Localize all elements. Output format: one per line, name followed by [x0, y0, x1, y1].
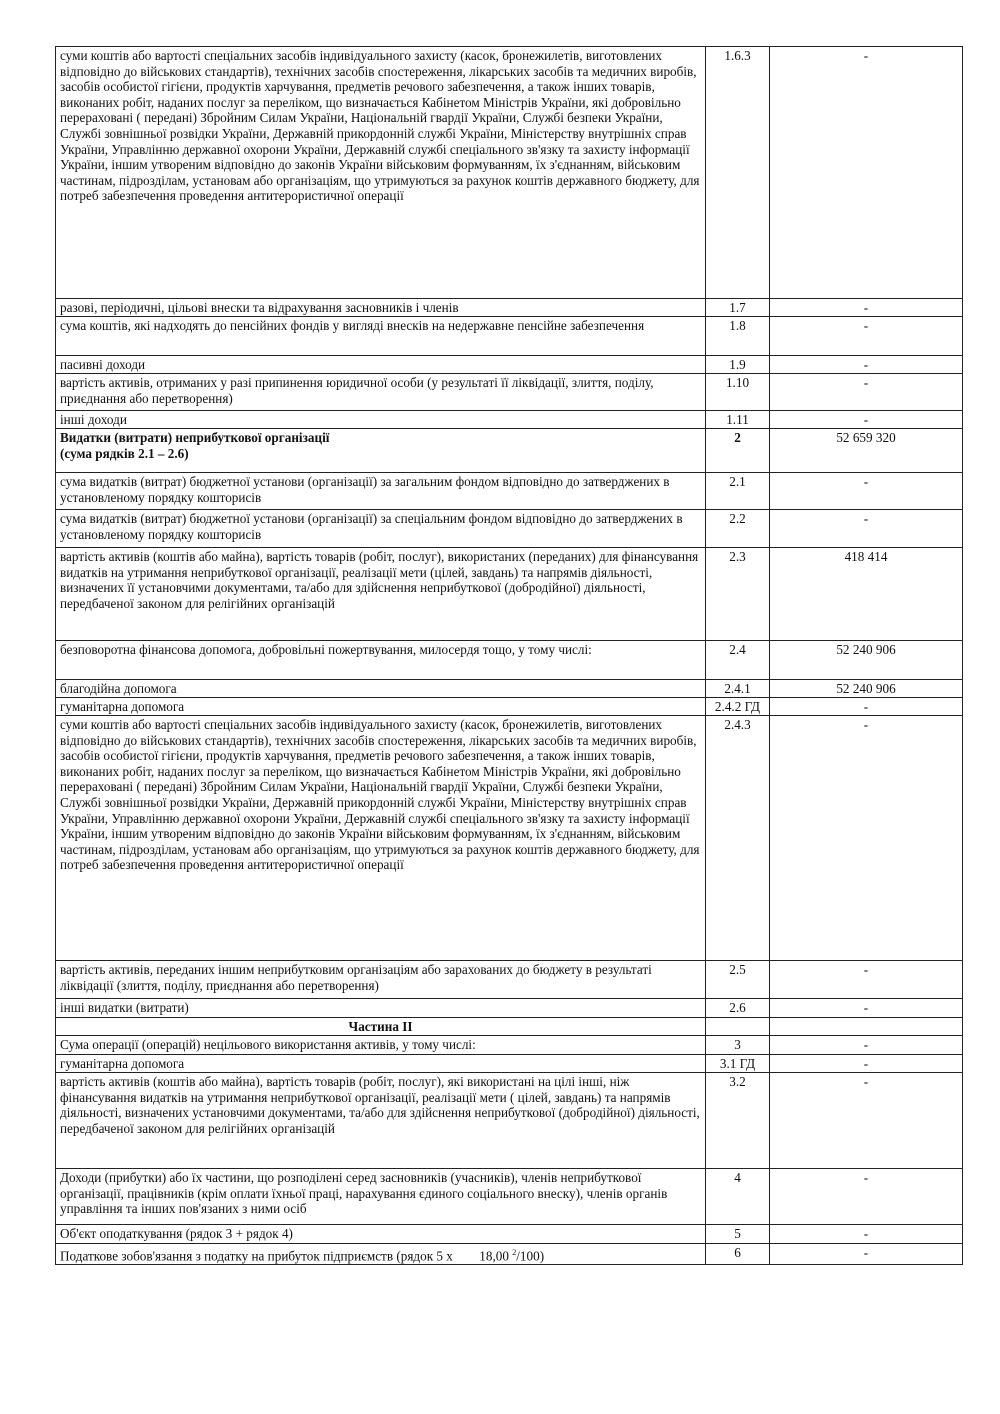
row-value: - [770, 47, 963, 299]
row-label: вартість активів (коштів або майна), вартість товарів (робіт, послуг), використаних (переданих) для фінансування видатків на утримання неприбуткової організації, реалізації мети (цілей, завдань) та напрямів діяльності, визначених її установчими документами, та/або для здійснення неприбуткової (добродійної) діяльності, передбаченої законом для релігійних організацій [56, 548, 706, 641]
row-label: вартість активів (коштів або майна), вартість товарів (робіт, послуг), які використані на цілі інші, ніж фінансування видатків на утримання неприбуткової організації, реалізації мети ( цілей, завдань) та напрямів діяльності, визначених установчими документами, та/або для здійснення неприбуткової (добродійної) діяльності, передбаченої законом для релігійних організацій [56, 1073, 706, 1169]
row-label: суми коштів або вартості спеціальних засобів індивідуального захисту (касок, бронежилетів, виготовлених відповідно до військових стандартів), технічних засобів спостереження, лікарських засобів та медичних виробів, засобів особистої гігієни, продуктів харчування, предметів речового забезпечення, а також інших товарів, виконаних робіт, наданих послуг за переліком, що визначається Кабінетом Міністрів України, які добровільно перераховані ( передані) Збройним Силам України, Національній гвардії України, Службі безпеки України, Службі зовнішньої розвідки України, Державній прикордонній службі України, Міністерству внутрішніх справ України, Управлінню державної охорони України, Державній службі спеціального зв'язку та захисту інформації України, іншим утвореним відповідно до законів України військовим формуванням, їх з'єднанням, військовим частинам, підрозділам, установам або організаціям, що утримуються за рахунок коштів державного бюджету, для потреб забезпечення проведення антитерористичної операції [56, 716, 706, 961]
row-label: сума видатків (витрат) бюджетної установи (організації) за загальним фондом відповідно до затверджених в установленому порядку кошторисів [56, 473, 706, 510]
row-code: 1.10 [706, 374, 770, 411]
table-row [56, 510, 963, 548]
tax-rate: 18,00 [479, 1248, 509, 1264]
table-row [56, 961, 963, 999]
row-value: - [770, 1244, 963, 1265]
table-row [56, 1225, 963, 1244]
row-code: 1.8 [706, 317, 770, 356]
row-label: вартість активів, отриманих у разі припинення юридичної особи (у результаті її ліквідації, злиття, поділу, приєднання або перетворення) [56, 374, 706, 411]
row-label: Сума операції (операцій) нецільового використання активів, у тому числі: [56, 1036, 706, 1055]
row-label: вартість активів, переданих іншим неприбутковим організаціям або зарахованих до бюджету в результаті ліквідації (злиття, поділу, приєднання або перетворення) [56, 961, 706, 999]
row-value: - [770, 473, 963, 510]
row-value: - [770, 1036, 963, 1055]
row-code: 6 [706, 1244, 770, 1265]
row-value: 52 240 906 [770, 680, 963, 698]
empty-cell [770, 1018, 963, 1036]
table-row [56, 1073, 963, 1169]
row-value: - [770, 1169, 963, 1225]
row-code: 2.3 [706, 548, 770, 641]
table-row [56, 1036, 963, 1055]
section-title: Видатки (витрати) неприбуткової організації [60, 430, 330, 445]
row-label: благодійна допомога [56, 680, 706, 698]
row-value: - [770, 356, 963, 374]
row-value: - [770, 1073, 963, 1169]
row-code: 2.1 [706, 473, 770, 510]
table-row [56, 374, 963, 411]
table-row [56, 47, 963, 299]
tax-rate-divisor: /100) [516, 1248, 545, 1264]
row-code: 1.6.3 [706, 47, 770, 299]
section-formula: (сума рядків 2.1 – 2.6) [60, 445, 189, 461]
row-label: Доходи (прибутки) або їх частини, що розподілені серед засновників (учасників), членів неприбуткової організації, працівників (крім оплати їхньої праці, нарахування єдиного соціального внеску), членів органів управління та інших пов'язаних з ними осіб [56, 1169, 706, 1225]
table-row [56, 317, 963, 356]
row-value: 52 240 906 [770, 641, 963, 680]
row-code: 2.4 [706, 641, 770, 680]
table-row [56, 1055, 963, 1073]
table-row [56, 473, 963, 510]
row-value: - [770, 510, 963, 548]
row-code: 1.9 [706, 356, 770, 374]
row-value: - [770, 961, 963, 999]
tax-label: Податкове зобов'язання з податку на прибуток підприємств (рядок 5 х [60, 1248, 453, 1264]
row-label: безповоротна фінансова допомога, добровільні пожертвування, милосердя тощо, у тому числі: [56, 641, 706, 680]
row-code: 2 [706, 429, 770, 473]
table-row [56, 429, 963, 473]
tax-rate-footnote: 2 [512, 1248, 517, 1257]
row-label: інші видатки (витрати) [56, 999, 706, 1018]
row-code: 3.2 [706, 1073, 770, 1169]
row-code: 2.4.3 [706, 716, 770, 961]
row-label: пасивні доходи [56, 356, 706, 374]
table-row [56, 356, 963, 374]
row-value: - [770, 1055, 963, 1073]
row-label: сума коштів, які надходять до пенсійних фондів у вигляді внесків на недержавне пенсійне забезпечення [56, 317, 706, 356]
declaration-table [55, 46, 963, 1265]
table-row [56, 1244, 963, 1265]
row-code: 2.2 [706, 510, 770, 548]
table-row [56, 999, 963, 1018]
row-label: разові, періодичні, цільові внески та відрахування засновників і членів [56, 299, 706, 317]
part-title: Частина II [56, 1018, 706, 1036]
row-value: - [770, 698, 963, 716]
part-header-row [56, 1018, 963, 1036]
row-label: Об'єкт оподаткування (рядок 3 + рядок 4) [56, 1225, 706, 1244]
row-code: 4 [706, 1169, 770, 1225]
empty-cell [706, 1018, 770, 1036]
row-code: 2.4.1 [706, 680, 770, 698]
row-value: - [770, 317, 963, 356]
row-code: 5 [706, 1225, 770, 1244]
row-value: - [770, 999, 963, 1018]
row-code: 2.4.2 ГД [706, 698, 770, 716]
row-label: сума видатків (витрат) бюджетної установи (організації) за спеціальним фондом відповідно до затверджених в установленому порядку кошторисів [56, 510, 706, 548]
row-label: гуманітарна допомога [56, 698, 706, 716]
row-label [56, 429, 706, 473]
row-value: - [770, 411, 963, 429]
row-code: 1.11 [706, 411, 770, 429]
table-row [56, 641, 963, 680]
row-code: 1.7 [706, 299, 770, 317]
row-value: - [770, 374, 963, 411]
table-row [56, 1169, 963, 1225]
table-row [56, 411, 963, 429]
table-row [56, 548, 963, 641]
row-code: 2.5 [706, 961, 770, 999]
row-label: інші доходи [56, 411, 706, 429]
table-row [56, 716, 963, 961]
row-value: - [770, 1225, 963, 1244]
row-value: 52 659 320 [770, 429, 963, 473]
row-label: суми коштів або вартості спеціальних засобів індивідуального захисту (касок, бронежилетів, виготовлених відповідно до військових стандартів), технічних засобів спостереження, лікарських засобів та медичних виробів, засобів особистої гігієни, продуктів харчування, предметів речового забезпечення, а також інших товарів, виконаних робіт, наданих послуг за переліком, що визначається Кабінетом Міністрів України, які добровільно перераховані ( передані) Збройним Силам України, Національній гвардії України, Службі безпеки України, Службі зовнішньої розвідки України, Державній прикордонній службі України, Міністерству внутрішніх справ України, Управлінню державної охорони України, Державній службі спеціального зв'язку та захисту інформації України, іншим утвореним відповідно до законів України військовим формуванням, їх з'єднанням, військовим частинам, підрозділам, установам або організаціям, що утримуються за рахунок коштів державного бюджету, для потреб забезпечення проведення антитерористичної операції [56, 47, 706, 299]
row-code: 2.6 [706, 999, 770, 1018]
table-row [56, 680, 963, 698]
row-label [56, 1244, 706, 1265]
row-value: - [770, 299, 963, 317]
table-row [56, 698, 963, 716]
row-value: 418 414 [770, 548, 963, 641]
row-code: 3.1 ГД [706, 1055, 770, 1073]
row-value: - [770, 716, 963, 961]
row-code: 3 [706, 1036, 770, 1055]
row-label: гуманітарна допомога [56, 1055, 706, 1073]
table-row [56, 299, 963, 317]
